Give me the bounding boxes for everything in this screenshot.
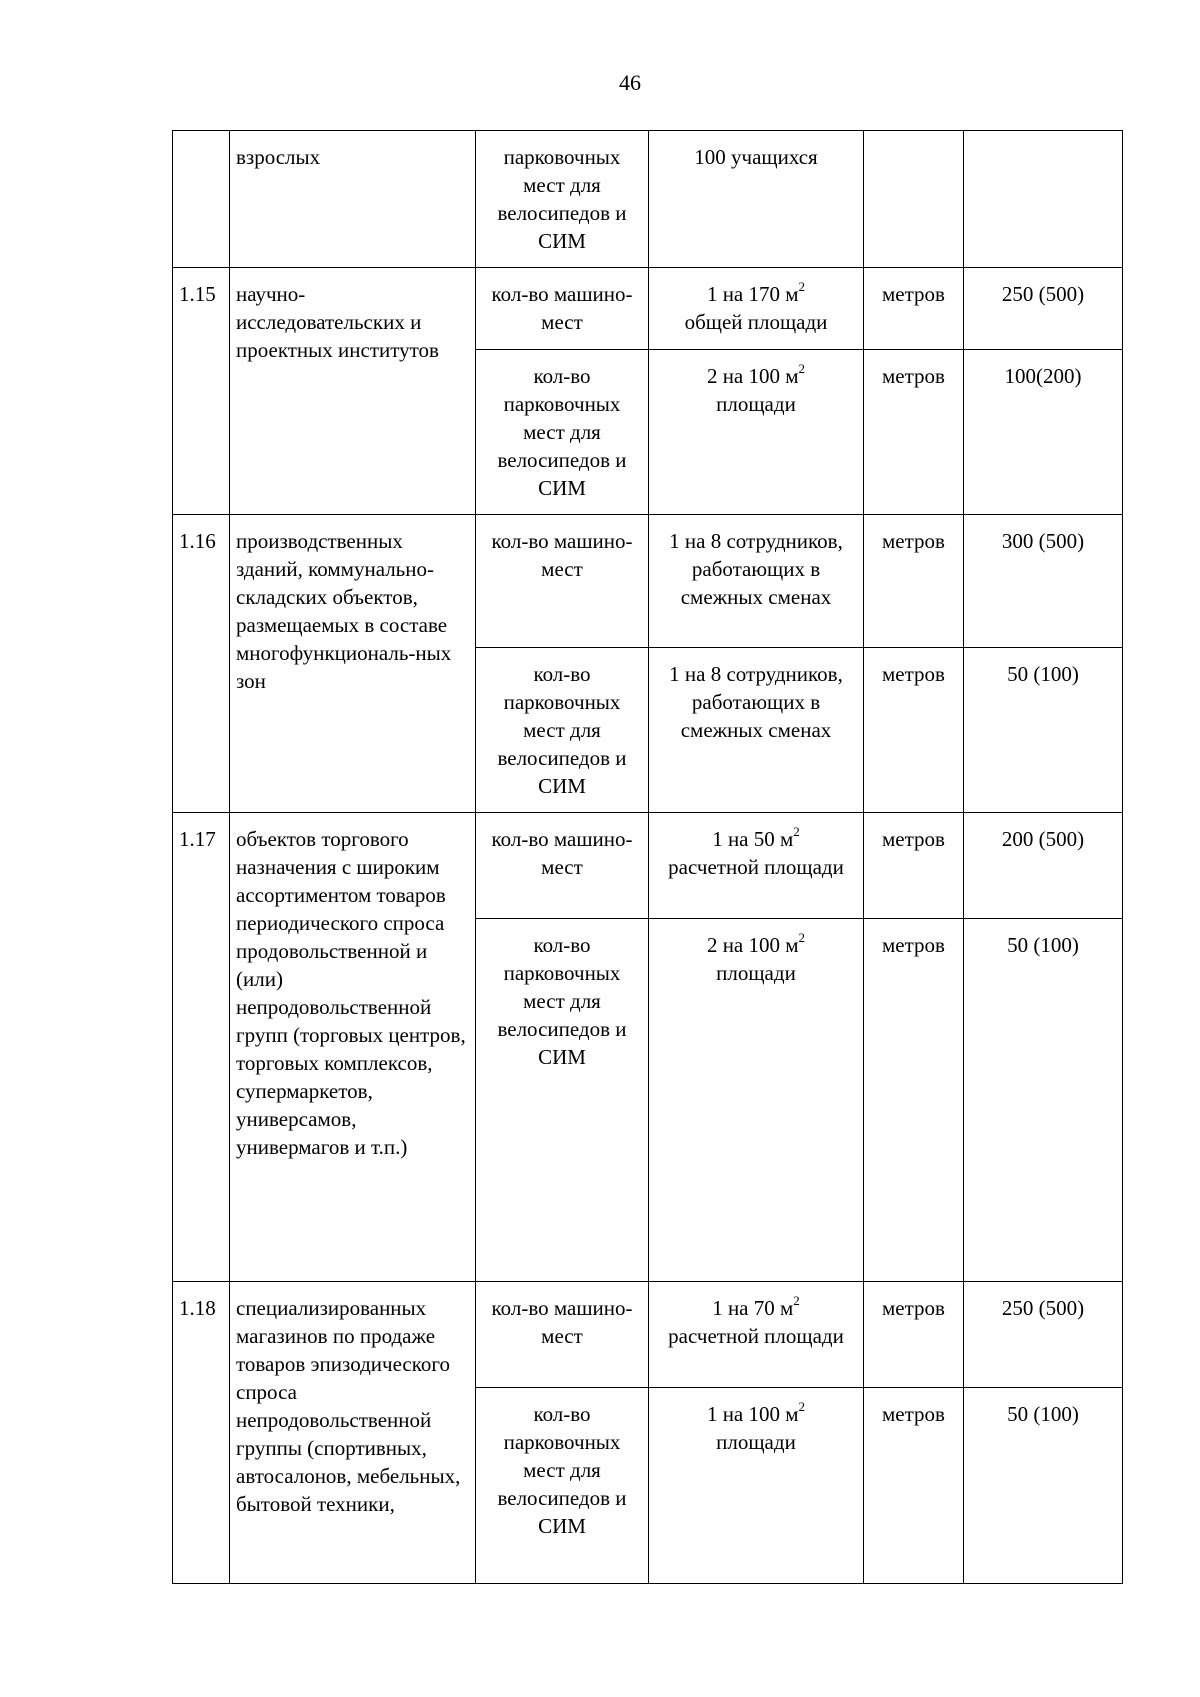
indicator: кол-во парковочных мест для велосипедов и СИМ <box>476 1388 649 1584</box>
row-number: 1.15 <box>173 268 230 515</box>
norm-exponent: 2 <box>793 1293 800 1308</box>
norm-basis: общей площади <box>684 310 828 334</box>
row-number: 1.18 <box>173 1282 230 1584</box>
norm-exponent: 2 <box>793 824 800 839</box>
norm <box>649 268 864 350</box>
norm-basis: расчетной площади <box>668 1324 844 1348</box>
table-row <box>173 1282 1123 1388</box>
norm-value: 2 на 100 м <box>706 933 799 957</box>
unit: метров <box>864 515 964 648</box>
indicator: кол-во парковочных мест для велосипедов и СИМ <box>476 350 649 515</box>
indicator: парковочных мест для велосипедов и СИМ <box>476 131 649 268</box>
norm: 1 на 8 сотрудников, работающих в смежных сменах <box>649 648 864 813</box>
norm <box>649 813 864 919</box>
indicator: кол-во парковочных мест для велосипедов и СИМ <box>476 648 649 813</box>
object-name: научно-исследовательских и проектных институтов <box>230 268 476 515</box>
distance <box>964 131 1123 268</box>
unit: метров <box>864 268 964 350</box>
norm-exponent: 2 <box>798 1399 806 1414</box>
norm-exponent: 2 <box>798 361 806 376</box>
unit: метров <box>864 813 964 919</box>
object-name: производственных зданий, коммунально-складских объектов, размещаемых в составе многофункциональ-ных зон <box>230 515 476 813</box>
norms-table <box>172 130 1123 1584</box>
object-name: специализированных магазинов по продаже товаров эпизодического спроса непродовольственной группы (спортивных, автосалонов, мебельных, бытовой техники, <box>230 1282 476 1584</box>
indicator: кол-во машино-мест <box>476 813 649 919</box>
norm-value: 1 на 100 м <box>706 1402 799 1426</box>
unit: метров <box>864 1388 964 1584</box>
distance: 200 (500) <box>964 813 1123 919</box>
distance: 50 (100) <box>964 648 1123 813</box>
distance: 50 (100) <box>964 919 1123 1282</box>
table-row <box>173 131 1123 268</box>
unit: метров <box>864 919 964 1282</box>
indicator: кол-во машино-мест <box>476 268 649 350</box>
indicator: кол-во машино-мест <box>476 515 649 648</box>
norm-basis: расчетной площади <box>668 855 844 879</box>
norm-basis: площади <box>716 1430 796 1454</box>
unit: метров <box>864 350 964 515</box>
norm <box>649 919 864 1282</box>
norm-value: 1 на 170 м <box>706 282 799 306</box>
distance: 50 (100) <box>964 1388 1123 1584</box>
norm-value: 1 на 50 м <box>712 827 794 851</box>
row-number: 1.16 <box>173 515 230 813</box>
norm <box>649 350 864 515</box>
distance: 300 (500) <box>964 515 1123 648</box>
distance: 250 (500) <box>964 1282 1123 1388</box>
unit: метров <box>864 648 964 813</box>
page-number: 46 <box>619 70 641 95</box>
unit: метров <box>864 1282 964 1388</box>
norm-exponent: 2 <box>798 930 806 945</box>
row-number <box>173 131 230 268</box>
norm-exponent: 2 <box>798 279 806 294</box>
table-row <box>173 813 1123 919</box>
norm-value: 1 на 70 м <box>712 1296 794 1320</box>
unit <box>864 131 964 268</box>
indicator: кол-во машино-мест <box>476 1282 649 1388</box>
norm-basis: площади <box>716 392 796 416</box>
norm-value: 2 на 100 м <box>706 364 799 388</box>
norm: 1 на 8 сотрудников, работающих в смежных сменах <box>649 515 864 648</box>
distance: 250 (500) <box>964 268 1123 350</box>
object-name: объектов торгового назначения с широким ассортиментом товаров периодического спроса продовольственной и (или) непродовольственной групп (торговых центров, торговых комплексов, супермаркетов, универсамов, универмагов и т.п.) <box>230 813 476 1282</box>
norm-basis: площади <box>716 961 796 985</box>
norm <box>649 1282 864 1388</box>
object-name: взрослых <box>230 131 476 268</box>
norm <box>649 1388 864 1584</box>
distance: 100(200) <box>964 350 1123 515</box>
row-number: 1.17 <box>173 813 230 1282</box>
table-row <box>173 268 1123 350</box>
indicator: кол-во парковочных мест для велосипедов и СИМ <box>476 919 649 1282</box>
table-row <box>173 515 1123 648</box>
norm: 100 учащихся <box>649 131 864 268</box>
